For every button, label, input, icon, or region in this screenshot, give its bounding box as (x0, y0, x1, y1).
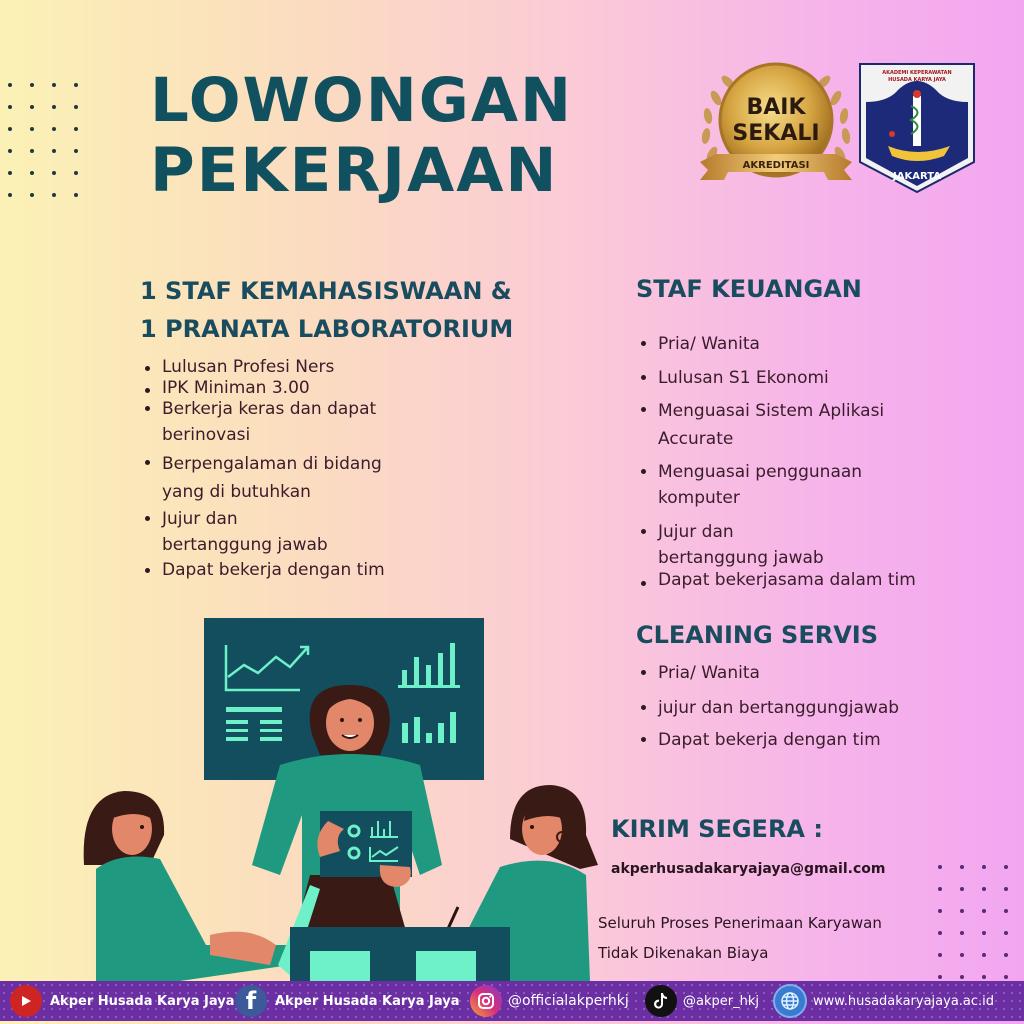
title-line-2: PEKERJAAN (150, 135, 559, 206)
facebook-label: Akper Husada Karya Jaya (275, 993, 460, 1009)
decorative-dot (8, 105, 12, 109)
contact-heading: KIRIM SEGERA : (611, 815, 823, 843)
decorative-dot (30, 83, 34, 87)
decorative-dot (938, 953, 942, 957)
website-label: www.husadakaryajaya.ac.id (813, 993, 995, 1009)
decorative-dot (982, 931, 986, 935)
list-item: jujur dan bertanggungjawab (636, 695, 976, 721)
badge-ribbon-text: AKREDITASI (742, 160, 810, 171)
section-heading-keuangan: STAF KEUANGAN (636, 275, 862, 303)
decorative-dot (30, 171, 34, 175)
tiktok-icon (645, 985, 677, 1017)
list-item: IPK Miniman 3.00 (140, 378, 460, 398)
list-item: Lulusan Profesi Ners (140, 356, 460, 378)
decorative-dot (30, 105, 34, 109)
contact-email[interactable]: akperhusadakaryajaya@gmail.com (611, 861, 886, 877)
decorative-dot (52, 83, 56, 87)
accreditation-badge (694, 58, 858, 192)
decorative-dot (982, 887, 986, 891)
requirements-list-kemahasiswaan (140, 356, 460, 582)
tiktok-label: @akper_hkj (683, 993, 759, 1009)
decorative-dot (74, 127, 78, 131)
decorative-dot (8, 149, 12, 153)
heading-line-2: 1 PRANATA LABORATORIUM (140, 315, 514, 343)
youtube-link[interactable] (10, 981, 235, 1021)
decorative-dot (938, 865, 942, 869)
facebook-link[interactable] (235, 981, 460, 1021)
list-item: Berpengalaman di bidang yang di butuhkan (140, 450, 460, 506)
decorative-dot (938, 975, 942, 979)
list-item: Pria/ Wanita (636, 660, 976, 686)
decorative-dot (982, 909, 986, 913)
decorative-dot (8, 171, 12, 175)
page-title (150, 66, 573, 206)
list-item: Jujur dan bertanggung jawab (636, 519, 976, 571)
decorative-dot (960, 909, 964, 913)
decorative-dot (982, 953, 986, 957)
decorative-dot (8, 127, 12, 131)
decorative-dot (30, 193, 34, 197)
decorative-dot (938, 909, 942, 913)
list-item: Jujur dan bertanggung jawab (140, 506, 460, 558)
institution-crest-logo (858, 62, 976, 194)
requirements-list-keuangan (636, 331, 976, 589)
decorative-dot (74, 83, 78, 87)
decorative-dot (30, 127, 34, 131)
heading-line-1: 1 STAF KEMAHASISWAAN & (140, 277, 512, 305)
decorative-dot (1004, 887, 1008, 891)
decorative-dot (1004, 931, 1008, 935)
decorative-dot (74, 105, 78, 109)
decorative-dot (960, 953, 964, 957)
instagram-link[interactable] (470, 981, 629, 1021)
youtube-icon (10, 985, 42, 1017)
dot-grid-top-left (8, 83, 78, 197)
list-item: Lulusan S1 Ekonomi (636, 365, 976, 391)
globe-icon (773, 984, 807, 1018)
fee-note-line-1: Seluruh Proses Penerimaan Karyawan (598, 914, 882, 932)
decorative-dot (74, 149, 78, 153)
decorative-dot (938, 931, 942, 935)
decorative-dot (52, 171, 56, 175)
decorative-dot (52, 127, 56, 131)
section-heading (140, 272, 600, 348)
list-item: Dapat bekerja dengan tim (636, 727, 976, 753)
decorative-dot (30, 149, 34, 153)
decorative-dot (74, 193, 78, 197)
decorative-dot (1004, 953, 1008, 957)
decorative-dot (52, 149, 56, 153)
decorative-dot (52, 105, 56, 109)
facebook-icon: f (235, 985, 267, 1017)
decorative-dot (1004, 865, 1008, 869)
decorative-dot (52, 193, 56, 197)
list-item: Dapat bekerja dengan tim (140, 558, 460, 582)
list-item: Berkerja keras dan dapat berinovasi (140, 396, 460, 448)
list-item: Menguasai penggunaan komputer (636, 459, 976, 511)
tiktok-link[interactable] (645, 981, 759, 1021)
decorative-dot (960, 887, 964, 891)
decorative-dot (982, 975, 986, 979)
crest-top-text-2: HUSADA KARYA JAYA (888, 77, 946, 83)
youtube-label: Akper Husada Karya Jaya (50, 993, 235, 1009)
decorative-dot (938, 887, 942, 891)
decorative-dot (1004, 975, 1008, 979)
decorative-dot (8, 193, 12, 197)
meeting-illustration (80, 615, 600, 981)
title-line-1: LOWONGAN (150, 65, 574, 136)
website-link[interactable] (773, 981, 994, 1021)
decorative-dot (960, 931, 964, 935)
decorative-dot (74, 171, 78, 175)
instagram-icon (470, 985, 502, 1017)
decorative-dot (1004, 909, 1008, 913)
decorative-dot (8, 83, 12, 87)
list-item: Pria/ Wanita (636, 331, 976, 357)
decorative-dot (960, 975, 964, 979)
badge-line-1: BAIK (746, 95, 806, 120)
section-kemahasiswaan (140, 272, 600, 348)
list-item: Dapat bekerjasama dalam tim (636, 571, 976, 589)
crest-bottom-text: JAKARTA (893, 171, 941, 182)
crest-top-text-1: AKADEMI KEPERAWATAN (882, 70, 952, 76)
dot-grid-bottom-right (938, 865, 1008, 979)
fee-note-line-2: Tidak Dikenakan Biaya (598, 944, 769, 962)
instagram-label: @officialakperhkj (508, 993, 629, 1009)
fee-note (598, 908, 882, 968)
section-heading-cleaning: CLEANING SERVIS (636, 621, 878, 649)
decorative-dot (960, 865, 964, 869)
list-item: Menguasai Sistem Aplikasi Accurate (636, 397, 976, 453)
social-footer (0, 981, 1024, 1021)
badge-line-2: SEKALI (732, 121, 820, 146)
decorative-dot (982, 865, 986, 869)
requirements-list-cleaning (636, 660, 976, 753)
